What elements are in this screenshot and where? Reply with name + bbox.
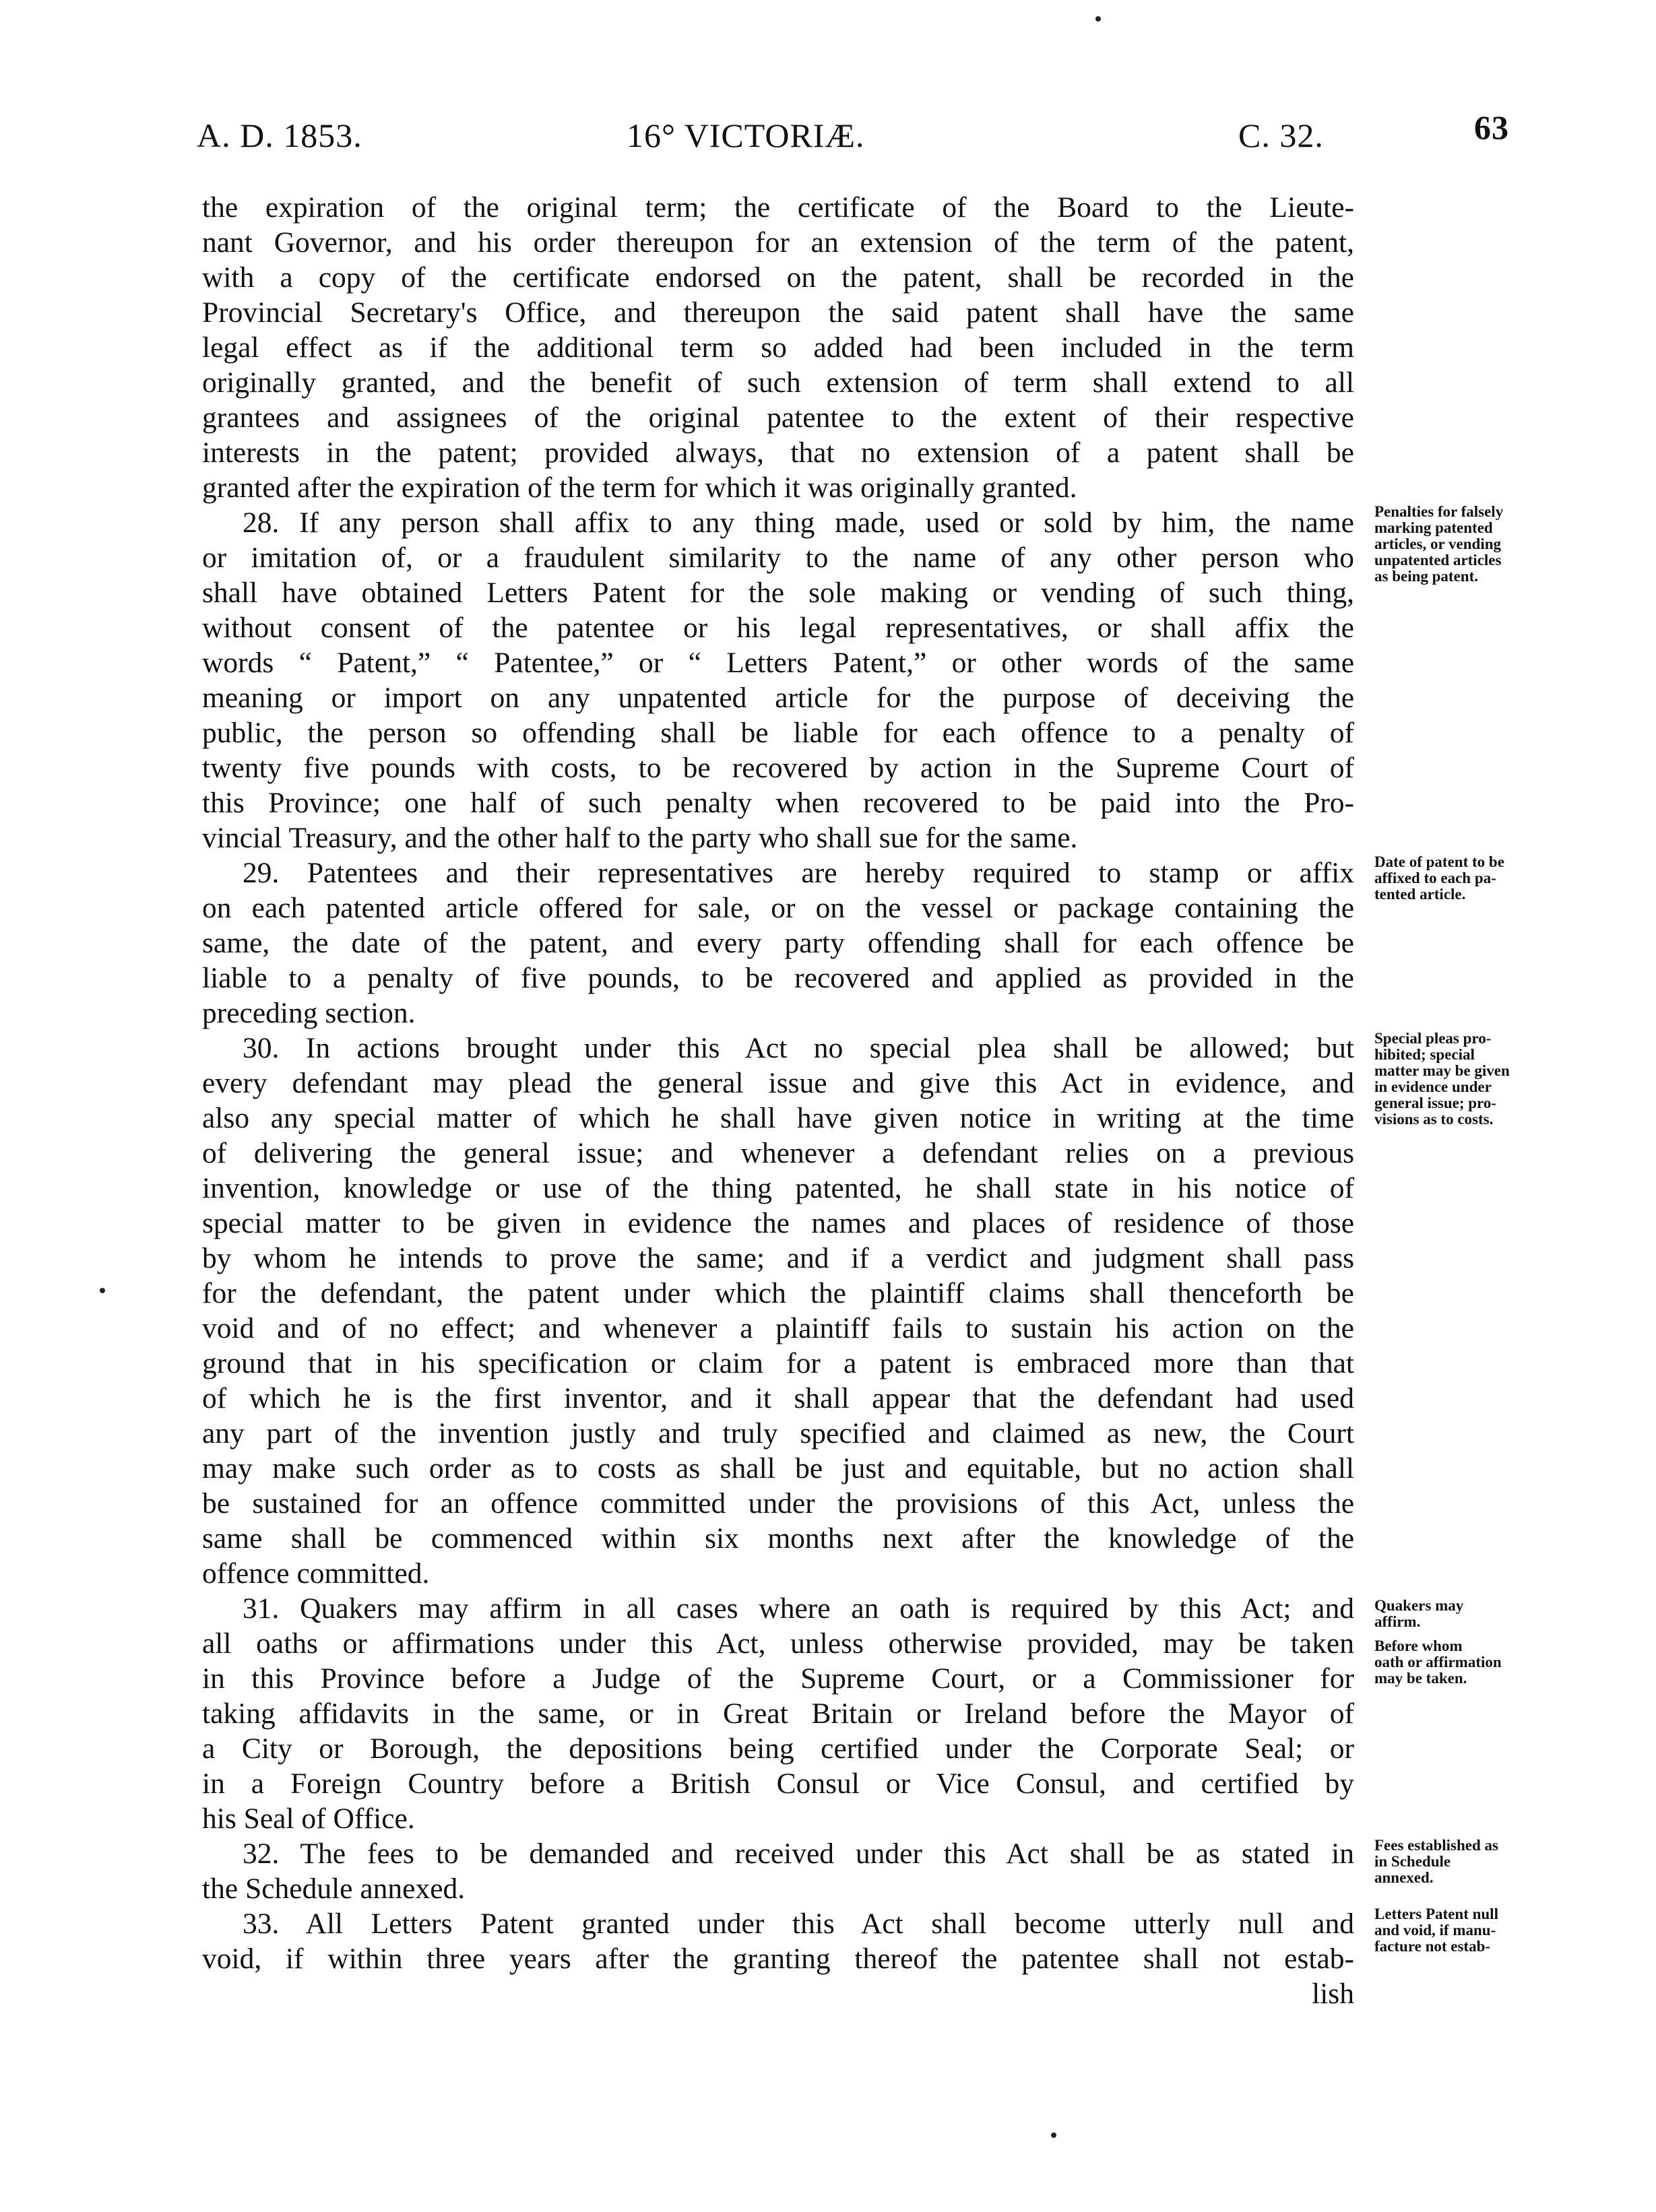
text-line: originally granted, and the benefit of such extension of term shall extend to all — [202, 366, 1354, 399]
text-line: special matter to be given in evidence the names and places of residence of those — [202, 1207, 1354, 1239]
margin-note-line: affirm. — [1374, 1613, 1421, 1630]
text-line: all oaths or affirmations under this Act, unless otherwise provided, may be taken — [202, 1627, 1354, 1660]
margin-note-line: tented article. — [1374, 886, 1466, 903]
margin-note-line: visions as to costs. — [1374, 1111, 1494, 1128]
header-year: A. D. 1853. — [197, 117, 362, 154]
margin-note-line: as being patent. — [1374, 568, 1478, 585]
margin-note-line: Date of patent to be — [1374, 854, 1504, 870]
text-line: every defendant may plead the general issue and give this Act in evidence, and — [202, 1067, 1354, 1099]
margin-note-line: Penalties for falsely — [1374, 504, 1504, 520]
margin-note-line: oath or affirmation — [1374, 1654, 1502, 1670]
text-line: shall have obtained Letters Patent for the sole making or vending of such thing, — [202, 577, 1354, 609]
margin-note-line: articles, or vending — [1374, 535, 1502, 552]
text-line: legal effect as if the additional term so added had been included in the term — [202, 331, 1354, 364]
text-line: taking affidavits in the same, or in Great Britain or Ireland before the Mayor of — [202, 1697, 1354, 1730]
margin-note-section-30 — [1374, 1031, 1543, 1128]
text-line: same shall be commenced within six months next after the knowledge of the — [202, 1522, 1354, 1555]
text-line: public, the person so offending shall be liable for each offence to a penalty of — [202, 717, 1354, 749]
text-line: vincial Treasury, and the other half to the party who shall sue for the same. — [202, 822, 1078, 854]
catchword: lish — [1312, 1978, 1354, 2010]
text-line: or imitation of, or a fraudulent similarity to the name of any other person who — [202, 542, 1354, 574]
text-line: his Seal of Office. — [202, 1802, 415, 1835]
margin-note-line: Before whom — [1374, 1638, 1463, 1654]
margin-note-line: facture not estab- — [1374, 1938, 1491, 1955]
text-line: preceding section. — [202, 997, 416, 1029]
margin-note-line: Letters Patent null — [1374, 1906, 1498, 1922]
margin-note-line: Fees established as — [1374, 1837, 1498, 1854]
text-line: any part of the invention justly and truly specified and claimed as new, the Court — [202, 1417, 1354, 1450]
text-line: in a Foreign Country before a British Consul or Vice Consul, and certified by — [202, 1767, 1354, 1800]
text-line: nant Governor, and his order thereupon for an extension of the term of the patent, — [202, 226, 1354, 259]
text-line: same, the date of the patent, and every party offending shall for each offence be — [202, 927, 1354, 959]
margin-note-line: in Schedule — [1374, 1853, 1451, 1870]
text-line: for the defendant, the patent under which the plaintiff claims shall thenceforth be — [202, 1277, 1354, 1309]
margin-note-line: affixed to each pa- — [1374, 870, 1496, 886]
margin-note-line: annexed. — [1374, 1869, 1434, 1886]
text-line: meaning or import on any unpatented article for the purpose of deceiving the — [202, 682, 1354, 714]
section-30-start: 30. In actions brought under this Act no special plea shall be allowed; but — [243, 1032, 1354, 1064]
text-line: by whom he intends to prove the same; and if a verdict and judgment shall pass — [202, 1242, 1354, 1274]
text-line: the Schedule annexed. — [202, 1873, 466, 1905]
margin-note-line: Special pleas pro- — [1374, 1031, 1492, 1047]
margin-note-section-33 — [1374, 1906, 1543, 1955]
text-line: also any special matter of which he shall have given notice in writing at the time — [202, 1102, 1354, 1134]
section-32-start: 32. The fees to be demanded and received under this Act shall be as stated in — [243, 1837, 1354, 1870]
margin-note-line: Quakers may — [1374, 1598, 1464, 1614]
text-line: may make such order as to costs as shall be just and equitable, but no action shall — [202, 1452, 1354, 1485]
margin-note-section-31-oaths — [1374, 1638, 1543, 1687]
text-line: liable to a penalty of five pounds, to be recovered and applied as provided in the — [202, 962, 1354, 994]
text-line: offence committed. — [202, 1557, 430, 1590]
text-line: in this Province before a Judge of the Supreme Court, or a Commissioner for — [202, 1662, 1354, 1695]
margin-note-line: may be taken. — [1374, 1670, 1467, 1687]
text-line: a City or Borough, the depositions being certified under the Corporate Seal; or — [202, 1732, 1354, 1765]
margin-note-section-32 — [1374, 1837, 1543, 1886]
scan-speck — [1051, 2133, 1056, 2138]
text-line: interests in the patent; provided always, that no extension of a patent shall be — [202, 436, 1354, 469]
margin-note-line: marking patented — [1374, 519, 1493, 536]
text-line: be sustained for an offence committed under the provisions of this Act, unless the — [202, 1487, 1354, 1520]
margin-note-line: unpatented articles — [1374, 552, 1502, 568]
text-line: of which he is the first inventor, and it shall appear that the defendant had used — [202, 1382, 1354, 1414]
text-line: the expiration of the original term; the certificate of the Board to the Lieute- — [202, 191, 1354, 224]
section-33-start: 33. All Letters Patent granted under this Act shall become utterly null and — [243, 1908, 1354, 1940]
section-31-start: 31. Quakers may affirm in all cases where an oath is required by this Act; and — [243, 1592, 1354, 1625]
text-line: granted after the expiration of the term for which it was originally granted. — [202, 471, 1077, 504]
text-line: of delivering the general issue; and whenever a defendant relies on a previous — [202, 1137, 1354, 1169]
text-line: invention, knowledge or use of the thing patented, he shall state in his notice of — [202, 1172, 1354, 1204]
text-line: void and of no effect; and whenever a plaintiff fails to sustain his action on the — [202, 1312, 1354, 1344]
margin-note-line: and void, if manu- — [1374, 1922, 1496, 1939]
scan-speck — [1095, 16, 1101, 22]
text-line: grantees and assignees of the original patentee to the extent of their respective — [202, 401, 1354, 434]
text-line: twenty five pounds with costs, to be recovered by action in the Supreme Court of — [202, 752, 1354, 784]
text-line: without consent of the patentee or his legal representatives, or shall affix the — [202, 612, 1354, 644]
margin-note-section-29 — [1374, 854, 1543, 903]
section-28-start: 28. If any person shall affix to any thing made, used or sold by him, the name — [243, 507, 1354, 539]
margin-note-line: general issue; pro- — [1374, 1095, 1497, 1111]
page-number: 63 — [1474, 108, 1509, 146]
margin-note-line: matter may be given — [1374, 1062, 1510, 1079]
text-line: Provincial Secretary's Office, and thereupon the said patent shall have the same — [202, 296, 1354, 329]
section-29-start: 29. Patentees and their representatives are hereby required to stamp or affix — [243, 857, 1354, 889]
text-line: this Province; one half of such penalty when recovered to be paid into the Pro- — [202, 787, 1354, 819]
text-line: ground that in his specification or claim for a patent is embraced more than that — [202, 1347, 1354, 1379]
text-line: words “ Patent,” “ Patentee,” or “ Letters Patent,” or other words of the same — [202, 647, 1354, 679]
scan-speck — [100, 1288, 105, 1293]
margin-note-section-28 — [1374, 504, 1543, 585]
margin-note-section-31-quakers — [1374, 1598, 1543, 1630]
margin-note-line: hibited; special — [1374, 1046, 1475, 1063]
header-reign: 16° VICTORIÆ. — [627, 117, 865, 154]
margin-note-line: in evidence under — [1374, 1078, 1492, 1095]
text-line: on each patented article offered for sale, or on the vessel or package containing the — [202, 892, 1354, 924]
text-line: with a copy of the certificate endorsed on the patent, shall be recorded in the — [202, 261, 1354, 294]
text-line: void, if within three years after the granting thereof the patentee shall not estab- — [202, 1943, 1354, 1975]
header-chapter: C. 32. — [1238, 117, 1324, 154]
